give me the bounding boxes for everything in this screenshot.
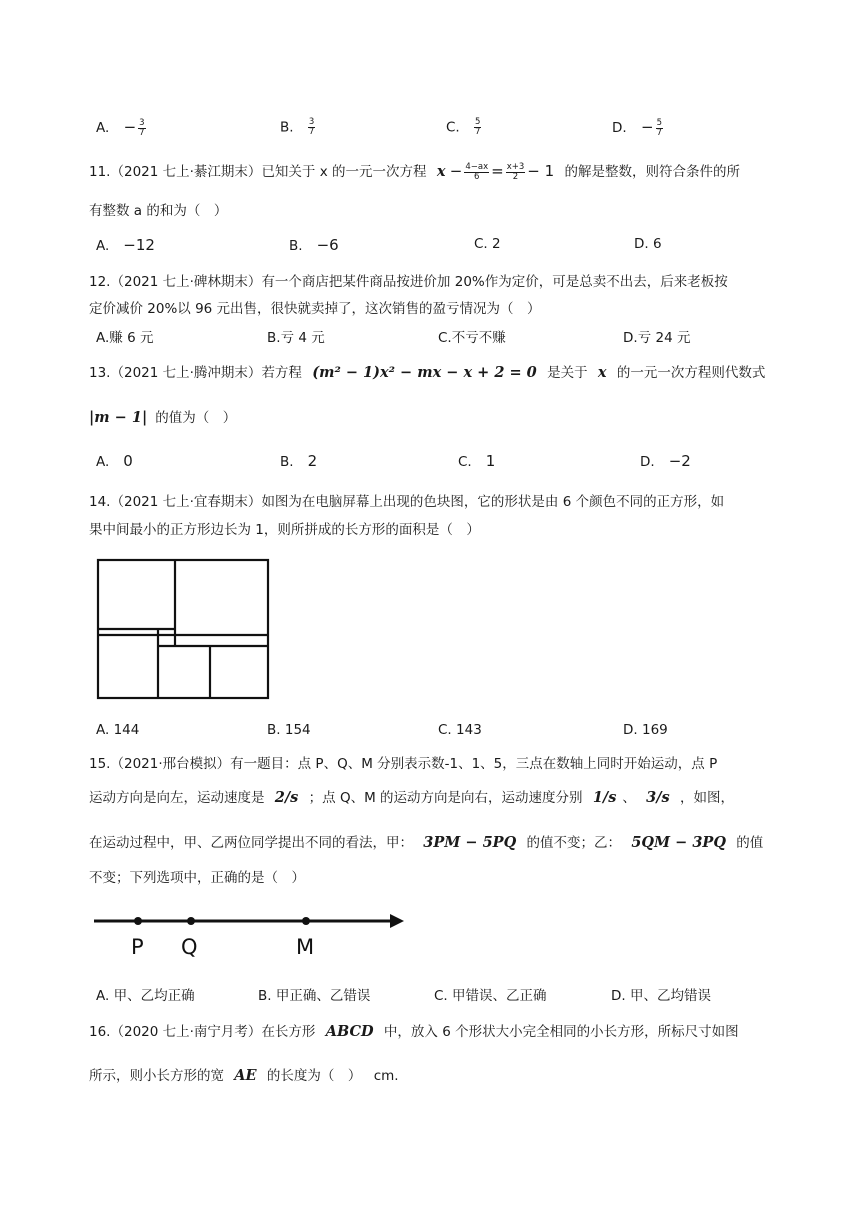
q11-option-a: A. −12 — [96, 236, 155, 254]
q13-equation: (m² − 1)x² − mx − x + 2 = 0 — [312, 364, 537, 381]
q12-option-a: A.赚 6 元 — [96, 330, 154, 346]
fraction: $\frac{4-ax}{6}$ — [465, 161, 489, 182]
q15-line2: 运动方向是向左，运动速度是 2/s ；点 Q、M 的运动方向是向右，运动速度分别 1/s 、 3/s ，如图， — [89, 789, 735, 806]
label-p: P — [131, 935, 144, 959]
q16-line2: 所示，则小长方形的宽 AE 的长度为（ ） cm. — [89, 1067, 399, 1084]
q10-option-d: D. − $\frac{5}{7}$ — [612, 117, 662, 138]
q16-line1: 16.（2020 七上·南宁月考）在长方形 ABCD 中，放入 6 个形状大小完全相同的小长方形，所标尺寸如图 — [89, 1023, 739, 1040]
q14-option-d: D. 169 — [623, 722, 668, 738]
q11-option-b: B. −6 — [289, 236, 339, 254]
label-m: M — [296, 935, 315, 959]
fraction: $\frac{5}{7}$ — [475, 117, 481, 137]
q13-option-b: B. 2 — [280, 452, 318, 470]
q15-option-d: D. 甲、乙均错误 — [611, 988, 711, 1004]
q14-option-a: A. 144 — [96, 722, 140, 738]
point-m — [302, 917, 310, 925]
q10-option-b: B. $\frac{3}{7}$ — [280, 117, 315, 137]
arrow-head-icon — [390, 914, 404, 928]
squares-figure — [92, 555, 274, 703]
q13-option-d: D. −2 — [640, 452, 691, 470]
q13-option-c: C. 1 — [458, 452, 496, 470]
q14-line1: 14.（2021 七上·宜春期末）如图为在电脑屏幕上出现的色块图，它的形状是由 6 个颜色不同的正方形，如 — [89, 494, 725, 510]
q13-line2: |m − 1| 的值为（ ） — [89, 409, 237, 426]
q11-line1: 11.（2021 七上·綦江期末）已知关于 x 的一元一次方程 x − $\frac{4-ax}{6}$ = $\frac{x+3}{2}$ − 1 的解是整数，则符合条件的所 — [89, 161, 740, 182]
q13-line1: 13.（2021 七上·腾冲期末）若方程 (m² − 1)x² − mx − x + 2 = 0 是关于 x 的一元一次方程则代数式 — [89, 364, 766, 381]
label-q: Q — [181, 935, 198, 959]
q12-line2: 定价减价 20%以 96 元出售，很快就卖掉了，这次销售的盈亏情况为（ ） — [89, 301, 541, 317]
q15-line1: 15.（2021·邢台模拟）有一题目：点 P、Q、M 分别表示数-1、1、5，三点在数轴上同时开始运动，点 P — [89, 756, 718, 772]
q14-option-b: B. 154 — [267, 722, 311, 738]
q11-option-d: D. 6 — [634, 236, 662, 252]
q15-option-c: C. 甲错误、乙正确 — [434, 988, 547, 1004]
point-q — [187, 917, 195, 925]
fraction: $\frac{3}{7}$ — [139, 117, 145, 138]
q15-option-b: B. 甲正确、乙错误 — [258, 988, 371, 1004]
q11-line2: 有整数 a 的和为（ ） — [89, 203, 228, 219]
q12-option-b: B.亏 4 元 — [267, 330, 325, 346]
q10-option-a: A. − $\frac{3}{7}$ — [96, 117, 145, 138]
q15-line4: 不变；下列选项中，正确的是（ ） — [89, 870, 305, 886]
q14-option-c: C. 143 — [438, 722, 482, 738]
q10-option-c: C. $\frac{5}{7}$ — [446, 117, 481, 137]
q11-equation: x − $\frac{4-ax}{6}$ = $\frac{x+3}{2}$ − 1 — [436, 161, 555, 182]
q13-option-a: A. 0 — [96, 452, 133, 470]
q15-line3: 在运动过程中，甲、乙两位同学提出不同的看法，甲： 3PM − 5PQ 的值不变；乙： 5QM − 3PQ 的值 — [89, 834, 764, 851]
fraction: $\frac{5}{7}$ — [656, 117, 662, 138]
q12-line1: 12.（2021 七上·碑林期末）有一个商店把某件商品按进价加 20%作为定价，可是总卖不出去，后来老板按 — [89, 274, 728, 290]
fraction: $\frac{x+3}{2}$ — [506, 161, 525, 182]
q12-option-c: C.不亏不赚 — [438, 330, 506, 346]
fraction: $\frac{3}{7}$ — [308, 117, 315, 137]
number-line-figure — [88, 905, 412, 965]
q12-option-d: D.亏 24 元 — [623, 330, 691, 346]
point-p — [134, 917, 142, 925]
q14-line2: 果中间最小的正方形边长为 1，则所拼成的长方形的面积是（ ） — [89, 522, 480, 538]
q15-option-a: A. 甲、乙均正确 — [96, 988, 195, 1004]
q11-option-c: C. 2 — [474, 236, 501, 252]
